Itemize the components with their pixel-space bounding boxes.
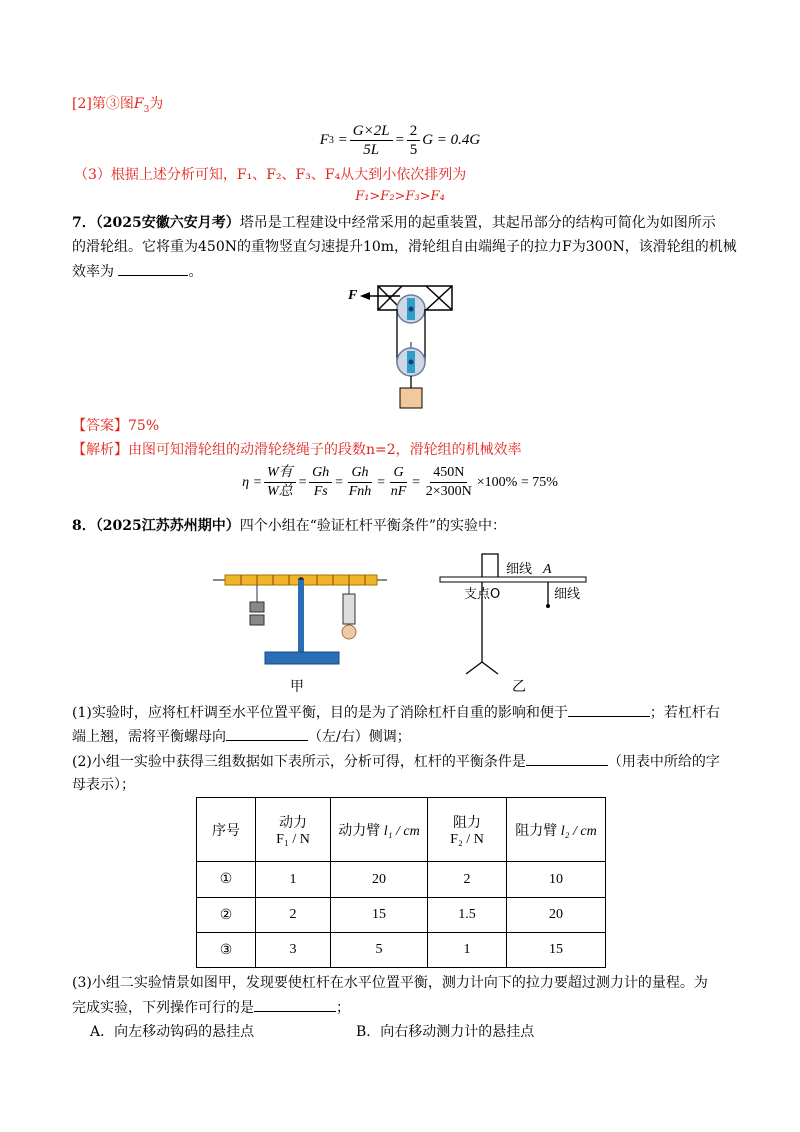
th-load: 阻力 F₂ / N (428, 798, 507, 862)
option-b[interactable]: B．向右移动测力计的悬挂点 (356, 1024, 535, 1040)
th-effort-arm: 动力臂 l₁ / cm (331, 798, 428, 862)
lever-stand (298, 580, 304, 652)
lever-figure-yi (436, 546, 590, 680)
q8-p1-line2: 端上翘，需将平衡螺母向 （左/右）侧调； (72, 726, 411, 747)
q7-line1: 7．（2025安徽六安月考）塔吊是工程建设中经常采用的起重装置，其起吊部分的结构可简化为如图所示 (72, 215, 716, 231)
lever-figure-jia (205, 560, 395, 672)
f3-heading: [2]第③图$F_3$为 (72, 96, 164, 115)
table-row: ③ 3 5 1 15 (197, 933, 606, 968)
q8-p2-blank[interactable] (526, 751, 608, 766)
label-thin-line-right: 细线 (554, 587, 581, 602)
pulley-force-label: F (348, 288, 358, 303)
q8-p2-line1: (2)小组一实验中获得三组数据如下表所示，分析可得，杠杆的平衡条件是 （用表中所给的字 (72, 751, 720, 772)
pulley-figure (340, 280, 460, 412)
q7-answer: 【答案】75% (72, 418, 160, 434)
weight-block-icon (400, 388, 422, 408)
caption-jia: 甲 (290, 679, 304, 695)
q8-p1-line1: (1)实验时，应将杠杆调至水平位置平衡，目的是为了消除杠杆自重的影响和便于 ；若杠杆右 (72, 702, 720, 723)
eta-equation: η = $\frac{\text{W有}}{\text{W总}}$ = $\frac{Gh}{Fs}$ = $\frac{Gh}{\text{Fnh}}$ = $\frac{G}{nF}$ = $\frac{450N}{2\times 300N}$ ×100% = 75% (242, 465, 558, 499)
q8-p3-line2: 完成实验，下列操作可行的是 ； (72, 997, 350, 1018)
q7-answer-blank[interactable] (118, 261, 188, 276)
part3-order: F₁>F₂>F₃>F₄ (355, 189, 445, 204)
th-load-arm: 阻力臂 l₂ / cm (507, 798, 606, 862)
th-index: 序号 (197, 798, 256, 862)
q8-p2-line2: 母表示）； (72, 777, 135, 793)
option-a[interactable]: A．向左移动钩码的悬挂点 (90, 1024, 255, 1040)
table-row: ② 2 15 1.5 20 (197, 898, 606, 933)
q7-line3: 效率为 。 (72, 261, 202, 282)
table-row: ① 1 20 2 10 (197, 862, 606, 898)
hook-weight-icon (250, 602, 264, 612)
lever-data-table (196, 797, 606, 968)
q8-line1: 8．（2025江苏苏州期中）四个小组在“验证杠杆平衡条件”的实验中： (72, 518, 507, 534)
spring-balance-icon (343, 594, 355, 624)
q8-p1-blank2[interactable] (226, 726, 308, 741)
label-fulcrum: 支点O (464, 587, 501, 602)
caption-yi: 乙 (512, 679, 526, 695)
th-effort: 动力 F₁ / N (256, 798, 331, 862)
label-a: A (543, 562, 552, 577)
f3-equation: F 3 = $\frac{G\times 2L}{5L}$ = $\frac{2}{5}$ G = 0.4G (319, 123, 481, 158)
q8-p3-line1: (3)小组二实验情景如图甲，发现要使杠杆在水平位置平衡，测力计向下的拉力要超过测力计的量程。为 (72, 975, 708, 991)
label-thin-line-top: 细线 (506, 562, 533, 577)
q8-p3-blank[interactable] (254, 997, 336, 1012)
part3-text: （3）根据上述分析可知，F₁、F₂、F₃、F₄从大到小依次排列为 (74, 167, 467, 183)
q7-analysis: 【解析】由图可知滑轮组的动滑轮绕绳子的段数n=2，滑轮组的机械效率 (72, 442, 522, 458)
q8-p1-blank1[interactable] (568, 702, 650, 717)
q7-line2: 的滑轮组。它将重为450N的重物竖直匀速提升10m，滑轮组自由端绳子的拉力F为300N，该滑轮组的机械 (72, 239, 737, 255)
